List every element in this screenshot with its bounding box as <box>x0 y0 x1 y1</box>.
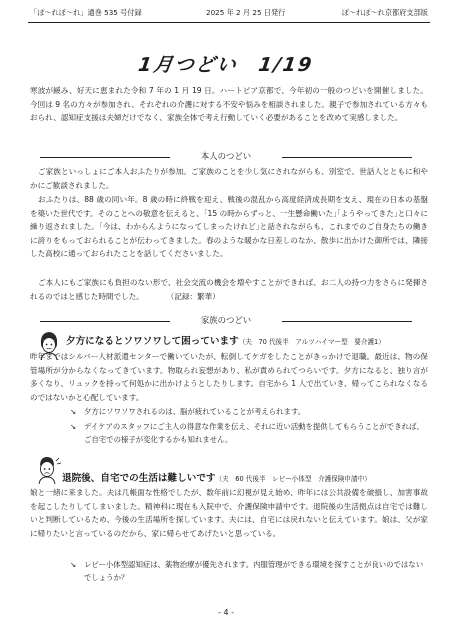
case-2-meta: （夫 60 代後半 レビー小体型 介護保険申請中） <box>215 475 371 483</box>
case-2-heading <box>62 470 371 484</box>
case-1-heading <box>66 333 385 347</box>
case-2-advice <box>70 558 426 584</box>
page-number: - 4 - <box>218 608 234 617</box>
section-heading-label: 家族のつどい <box>200 315 252 325</box>
section-heading-kazoku <box>40 314 412 328</box>
honnin-paragraph: おふたりは、88 歳の同い年。8 歳の時に終戦を迎え、戦後の混乱から高度経済成長期を支え、現在の日本の基盤を築いた世代です。そのことへの敬意を伝えると、｢15 の時からずっと、一生懸命働いた｣｢ようやってきた｣と口々に繰り返されました。｢今は、わからんようになってしまったけれど｣と話されながらも、これまでのご自身たちの働きに誇りをもっておられることが伝わってきました。春のような暖かな日差しのなか、散歩に出かけた御所では、隣接した高校に通っておられたことを話してくださいました。 <box>30 195 428 259</box>
case-2-title: 退院後、自宅での生活は難しいです <box>62 473 216 484</box>
header-issue: 「ぽ～れぽ～れ」通巻 535 号付録 <box>30 8 142 17</box>
case-2-body: 娘と一緒に来ました。夫は几帳面な性格でしたが、数年前に幻視が見え始め、昨年には公共設備を破損し、加害事故を起こしたりしてしまいました。精神科に現在も入院中で、介護保険申請中です。退院後の生活拠点は自宅では難しいと判断しているため、今後の生活場所を探しています。夫には、自宅には戻れないと伝えています。娘は、父が家に帰りたいと言っているのだから、家に帰らせてあげたいと思っている。 <box>30 488 428 538</box>
honnin-paragraph: ご家族といっしょにご本人おふたりが参加。ご家族のことを少し気にされながらも、別室で、世話人とともに和やかにご歓談されました。 <box>30 167 428 190</box>
worried-person-illustration <box>32 452 62 486</box>
section-heading-honnin <box>40 150 412 164</box>
case-1-meta: （夫 70 代後半 アルツハイマー型 要介護1） <box>238 338 385 346</box>
heading-rule-right <box>282 157 412 158</box>
case-2-advice-text: レビー小体型認知症は、薬物治療が優先されます。内服管理ができる環境を探すことが良いのではないでしょうか？ <box>84 560 424 583</box>
arrow-bullet-icon: ↘ <box>70 422 77 431</box>
case-1-body: 昨年まではシルバー人材派遣センターで働いていたが、転倒してケガをしたことがきっかけで退職。最近は、物の保管場所が分からなくなってきています。物取られ妄想があり、私が責められてつらいです。夕方になると、独り言が多くなり、リュックを持って何処かに出かけようとしたりします。自宅から 1 人で出ていき、帰ってこられなくなるのではないかと心配しています。 <box>30 352 428 402</box>
arrow-bullet-icon: ↘ <box>70 407 77 416</box>
arrow-bullet-icon: ↘ <box>70 560 77 569</box>
case-1-advice <box>70 420 426 446</box>
case-1-title: 夕方になるとソワソワして困っています <box>66 336 239 347</box>
header-date: 2025 年 2 月 25 日発行 <box>206 8 286 17</box>
heading-rule-right <box>282 321 412 322</box>
section-heading-label: 本人のつどい <box>200 151 252 161</box>
header-edition: ぽ～れぽ～れ京都府支部版 <box>341 8 428 17</box>
page-title: 1月つどい 1/19 <box>136 54 315 76</box>
intro-paragraph: 寒波が緩み、好天に恵まれた令和 7 年の 1 月 19 日。ハートピア京都で、今年初の一般のつどいを開催しました。今回は 9 名の方々が参加され、それぞれの介護に対する不安や悩みを相談されました。親子で参加されている方々もおられ、認知症支援は夫婦だけでなく、家族全体で考え行動していく必要があることを改めて実感しました。 <box>30 86 428 123</box>
case-1-advice-text: 夕方にソワソワされるのは、脳が疲れていることが考えられます。 <box>84 407 306 416</box>
header-rule <box>28 22 430 23</box>
case-1-advice <box>70 405 426 418</box>
case-1-advice-text: デイケアのスタッフにご主人の得意な作業を伝え、それに近い活動を提供してもらうことができれば、ご自宅での様子が変化するかも知れません。 <box>84 422 424 445</box>
honnin-paragraph: ご本人にもご家族にも負担のない形で、社会交流の機会を増やすことができれば、お二人の持つ力をさらに発揮されるのではと感じた時間でした。 （記録：繁華） <box>30 278 428 301</box>
